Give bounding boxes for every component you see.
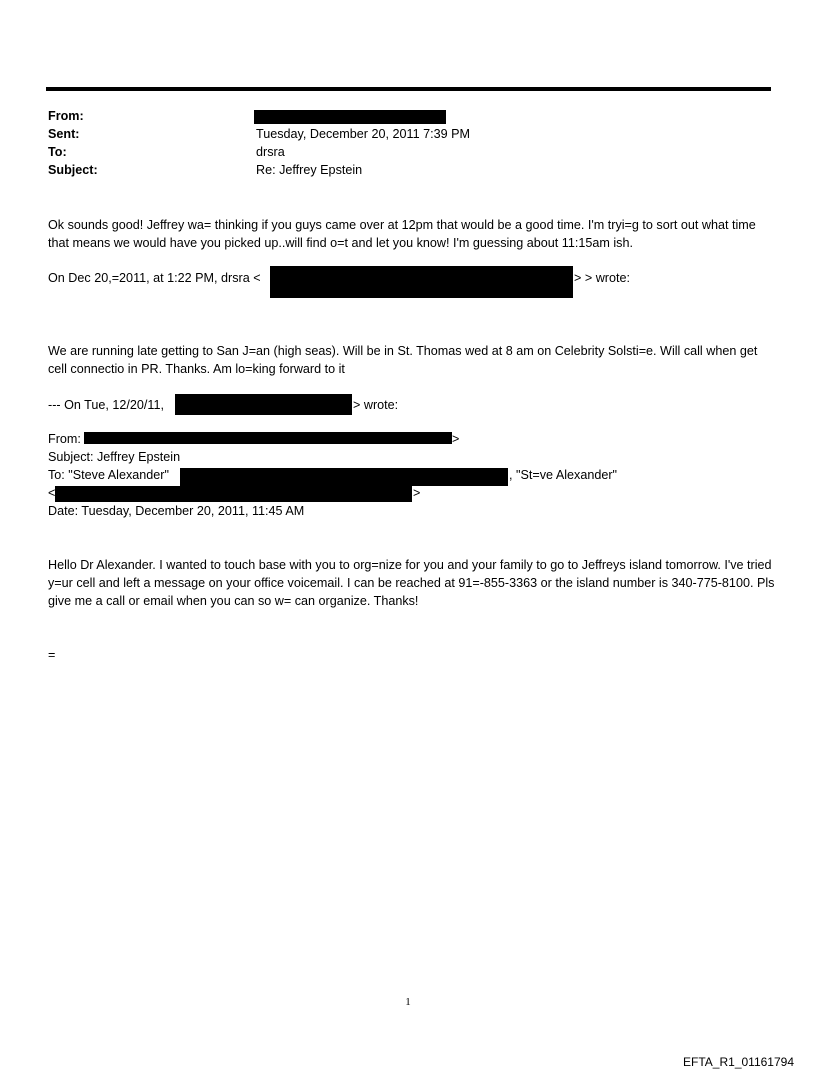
- fwd-to-prefix: To: "Steve Alexander": [48, 468, 169, 482]
- from-label: From:: [48, 109, 84, 123]
- from-redaction: [254, 110, 446, 124]
- fwd-date: Date: Tuesday, December 20, 2011, 11:45 AM: [48, 504, 305, 518]
- fwd-cc-close: >: [413, 486, 421, 500]
- header-rule: [46, 87, 771, 91]
- fwd-to-suffix: , "St=ve Alexander": [509, 468, 618, 482]
- fwd-to-redaction: [180, 468, 508, 486]
- subject-value: Re: Jeffrey Epstein: [256, 163, 363, 177]
- fwd-from-label: From:: [48, 432, 81, 446]
- quote1-paragraph: We are running late getting to San J=an (high seas). Will be in St. Thomas wed at 8 am on Celebrity Solsti=e. Will call when get cell connectio in PR. Thanks. Am lo=king forward to it: [48, 344, 758, 376]
- quote1-email-redaction: [270, 266, 573, 298]
- quote2-email-redaction: [175, 394, 352, 415]
- fwd-cc-redaction: [55, 486, 412, 502]
- quote1-attribution-prefix: On Dec 20,=2011, at 1:22 PM, drsra <: [48, 271, 261, 285]
- sent-value: Tuesday, December 20, 2011 7:39 PM: [256, 127, 470, 141]
- original-paragraph: Hello Dr Alexander. I wanted to touch base with you to org=nize for you and your family to go to Jeffreys island tomorrow. I've tried y=ur cell and left a message on your office voicemail. I can be reached at 91=-855-3363 or the island number is 340-775-8100. Pls give me a call or email when you can so w= can organize. Thanks!: [48, 558, 775, 608]
- quote2-attribution-prefix: --- On Tue, 12/20/11,: [48, 398, 164, 412]
- to-value: drsra: [256, 145, 285, 159]
- to-label: To:: [48, 145, 67, 159]
- sent-label: Sent:: [48, 127, 80, 141]
- subject-label: Subject:: [48, 163, 98, 177]
- page-number: 1: [405, 996, 411, 1008]
- bates-number: EFTA_R1_01161794: [683, 1055, 794, 1069]
- quote1-attribution-suffix: > > wrote:: [574, 271, 631, 285]
- fwd-cc-open: <: [48, 486, 56, 500]
- fwd-subject: Subject: Jeffrey Epstein: [48, 450, 181, 464]
- quote2-attribution-suffix: > wrote:: [353, 398, 399, 412]
- fwd-from-redaction: [84, 432, 452, 444]
- reply-paragraph: Ok sounds good! Jeffrey wa= thinking if you guys came over at 12pm that would be a good time. I'm tryi=g to sort out what time that means we would have you picked up..will find o=t and let you know! I'm guessing about 11:15am ish.: [48, 218, 756, 250]
- fwd-from-end: >: [452, 432, 460, 446]
- trailing-equals: =: [48, 648, 56, 662]
